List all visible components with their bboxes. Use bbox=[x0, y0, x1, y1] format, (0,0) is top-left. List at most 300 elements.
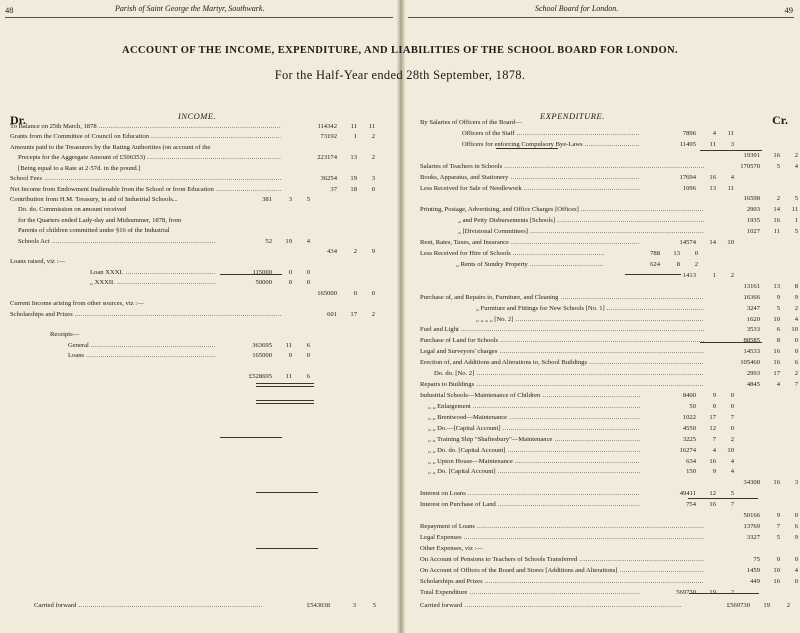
income-row-label: Receipts— bbox=[50, 331, 80, 339]
expenditure-amount-shillings: 9 bbox=[712, 468, 716, 476]
expenditure-amount-shillings: 9 bbox=[712, 392, 716, 399]
income-row-label: Precepts for the Aggregate Amount of £506353) ..... bbox=[18, 153, 281, 163]
income-amount-pence: 4 bbox=[306, 237, 310, 245]
expenditure-amount-pounds: 3533 bbox=[746, 326, 760, 334]
sum-rule bbox=[220, 437, 282, 438]
income-carried-forward bbox=[34, 601, 384, 611]
expenditure-amount-pounds: 170570 bbox=[740, 162, 760, 170]
left-page-number: 48 bbox=[5, 5, 14, 15]
expenditure-amount-pence: 2 bbox=[794, 151, 798, 159]
expenditure-amount-pounds: 2903 bbox=[746, 206, 760, 214]
expenditure-amount-shillings: 17 bbox=[709, 413, 716, 421]
expenditure-amount-shillings: 7 bbox=[776, 523, 780, 531]
expenditure-row bbox=[420, 325, 796, 335]
expenditure-row bbox=[420, 282, 796, 292]
expenditure-row bbox=[420, 118, 796, 128]
income-row-label: General ..... bbox=[68, 341, 216, 351]
expenditure-amount-shillings: 4 bbox=[712, 129, 716, 137]
income-amount-pounds: 363695 bbox=[252, 341, 272, 349]
expenditure-row bbox=[420, 205, 796, 215]
income-amount-pence: 6 bbox=[306, 373, 310, 381]
expenditure-row-label: „ Rents of Sundry Property ..... bbox=[456, 260, 604, 270]
expenditure-row bbox=[420, 315, 796, 325]
expenditure-row-label: Salaries of Teachers in Schools ..... bbox=[420, 162, 704, 172]
income-amount-shillings: 17 bbox=[350, 310, 357, 318]
expenditure-row bbox=[420, 347, 796, 357]
expenditure-amount-pence: 7 bbox=[794, 381, 798, 389]
expenditure-amount-shillings: 9 bbox=[776, 293, 780, 301]
income-row bbox=[10, 205, 390, 215]
sum-rule bbox=[256, 383, 314, 384]
expenditure-amount-shillings: 0 bbox=[776, 555, 780, 563]
expenditure-amount-shillings: 10 bbox=[773, 315, 780, 323]
expenditure-row bbox=[420, 369, 796, 379]
income-carried-shillings: 3 bbox=[352, 602, 356, 609]
income-row-label: Parents of children committed under §16 of the Industrial bbox=[18, 227, 170, 235]
expenditure-amount-shillings: 16 bbox=[773, 348, 780, 356]
expenditure-amount-pounds: 14533 bbox=[743, 348, 760, 356]
expenditure-amount-pounds: 3247 bbox=[746, 304, 760, 312]
income-row bbox=[10, 310, 390, 320]
expenditure-amount-pounds: 88585 bbox=[743, 337, 760, 345]
expenditure-amount-pounds: 17694 bbox=[679, 173, 696, 181]
sum-rule bbox=[256, 403, 314, 404]
income-row-label: Loans ..... bbox=[68, 351, 216, 361]
income-row bbox=[10, 216, 390, 226]
income-heading: INCOME. bbox=[178, 111, 217, 121]
sum-rule bbox=[700, 150, 762, 151]
expenditure-amount-shillings: 8 bbox=[676, 260, 680, 268]
expenditure-amount-pence: 0 bbox=[794, 512, 798, 520]
expenditure-row-label: On Account of Offices of the Board and Stores [Additions and Alterations] ..... bbox=[420, 566, 704, 576]
income-row-label: To Balance on 25th March, 1878 ..... bbox=[10, 122, 281, 132]
sum-rule bbox=[689, 593, 759, 594]
income-amount-pounds: 37 bbox=[330, 185, 337, 193]
income-row bbox=[10, 237, 390, 247]
income-row bbox=[10, 174, 390, 184]
expenditure-row-label: Officers for enforcing Compulsory Bye-Laws ..... bbox=[462, 140, 640, 150]
expenditure-amount-pence: 5 bbox=[730, 490, 734, 498]
expenditure-row-label: Legal Expenses ..... bbox=[420, 533, 704, 543]
expenditure-amount-pounds: 624 bbox=[650, 260, 660, 268]
expenditure-amount-pounds: 634 bbox=[686, 457, 696, 465]
income-row-label: Amounts paid to the Treasurers by the Rating Authorities (on account of the bbox=[10, 143, 211, 151]
sum-rule bbox=[256, 548, 318, 549]
expenditure-row-label: Repairs to Buildings ..... bbox=[420, 380, 704, 390]
expenditure-row bbox=[420, 577, 796, 587]
income-row bbox=[10, 372, 390, 382]
expenditure-amount-pounds: 1459 bbox=[746, 566, 760, 574]
expenditure-row-label: Repayment of Loans ..... bbox=[420, 522, 704, 532]
income-carried-pence: 5 bbox=[372, 602, 376, 609]
expenditure-amount-pence: 2 bbox=[794, 304, 798, 312]
expenditure-row bbox=[420, 500, 796, 510]
expenditure-row bbox=[420, 260, 796, 270]
expenditure-amount-pounds: 1935 bbox=[746, 217, 760, 225]
expenditure-amount-pence: 10 bbox=[727, 239, 734, 247]
expenditure-amount-pounds: 4550 bbox=[682, 424, 696, 432]
income-amount-shillings: 0 bbox=[353, 289, 357, 297]
income-amount-pounds: 115000 bbox=[252, 268, 272, 276]
expenditure-amount-shillings: 5 bbox=[776, 304, 780, 312]
expenditure-amount-shillings: 16 bbox=[709, 501, 716, 509]
income-row-label: Do. do. Commission on amount received bbox=[18, 206, 127, 214]
expenditure-amount-pence: 7 bbox=[730, 501, 734, 509]
expenditure-row-label: Interest on Purchase of Land ..... bbox=[420, 500, 640, 510]
income-row bbox=[10, 132, 390, 142]
expenditure-row-label: Total Expenditure ..... bbox=[420, 588, 640, 598]
expenditure-amount-pounds: 50 bbox=[689, 402, 696, 410]
income-amount-pence: 9 bbox=[371, 248, 375, 256]
right-page-number: 49 bbox=[784, 5, 793, 15]
income-amount-pounds: 381 bbox=[262, 195, 272, 203]
expenditure-row bbox=[420, 162, 796, 172]
right-running-head: School Board for London. bbox=[535, 4, 619, 13]
expenditure-row-label: Less Received for Sale of Needlework ..... bbox=[420, 184, 640, 194]
income-amount-pounds: 114342 bbox=[317, 123, 337, 130]
expenditure-amount-pounds: 13161 bbox=[743, 282, 760, 290]
credit-label: Cr. bbox=[772, 113, 788, 127]
sum-rule bbox=[496, 148, 558, 149]
expenditure-amount-pounds: 34308 bbox=[743, 479, 760, 487]
income-row bbox=[10, 268, 390, 278]
income-row bbox=[10, 257, 390, 267]
expenditure-heading: EXPENDITURE. bbox=[540, 111, 605, 121]
expenditure-carried-pence: 2 bbox=[786, 602, 790, 609]
income-row-label: Loans raised, viz :— bbox=[10, 258, 65, 266]
expenditure-row bbox=[420, 544, 796, 554]
expenditure-amount-shillings: 16 bbox=[773, 151, 780, 159]
expenditure-row bbox=[420, 129, 796, 139]
income-amount-pence: 0 bbox=[371, 185, 375, 193]
expenditure-row-label: „ „ Do. [Capital Account] ..... bbox=[428, 467, 640, 477]
expenditure-amount-shillings: 16 bbox=[709, 457, 716, 465]
expenditure-amount-pounds: 754 bbox=[686, 501, 696, 509]
expenditure-amount-shillings: 7 bbox=[712, 435, 716, 443]
expenditure-amount-pounds: 1027 bbox=[746, 228, 760, 236]
expenditure-row-label: Books, Apparatus, and Stationery ..... bbox=[420, 173, 640, 183]
expenditure-amount-pounds: 50166 bbox=[743, 512, 760, 520]
expenditure-row bbox=[420, 457, 796, 467]
expenditure-amount-pence: 2 bbox=[694, 260, 698, 268]
expenditure-amount-pence: 4 bbox=[794, 315, 798, 323]
income-row-label: Schools Act ..... bbox=[18, 237, 216, 247]
expenditure-carried-pounds: £569730 bbox=[726, 602, 750, 609]
income-row bbox=[10, 122, 390, 132]
income-amount-pence: 0 bbox=[371, 289, 375, 297]
income-amount-pounds: 223174 bbox=[317, 154, 337, 162]
expenditure-row-label: Industrial Schools—Maintenance of Children ..... bbox=[420, 391, 640, 401]
sum-rule bbox=[220, 274, 282, 275]
expenditure-amount-pence: 10 bbox=[791, 326, 798, 334]
expenditure-amount-pounds: 3225 bbox=[682, 435, 696, 443]
income-amount-shillings: 3 bbox=[288, 195, 292, 203]
income-row-label: Contribution from H.M. Treasury, in aid of Industrial Schools... bbox=[10, 195, 178, 203]
page-gutter bbox=[397, 0, 405, 633]
expenditure-row-label: By Salaries of Officers of the Board— bbox=[420, 119, 522, 126]
expenditure-amount-shillings: 19 bbox=[709, 588, 716, 596]
income-row-label: Grants from the Committee of Council on Education ..... bbox=[10, 132, 281, 142]
expenditure-amount-pence: 4 bbox=[730, 173, 734, 181]
expenditure-amount-pence: 2 bbox=[730, 271, 734, 279]
income-amount-pence: 6 bbox=[306, 341, 310, 349]
income-amount-shillings: 1 bbox=[353, 133, 357, 141]
expenditure-row-label: Officers of the Staff ..... bbox=[462, 129, 640, 139]
debit-label: Dr. bbox=[10, 113, 26, 127]
expenditure-amount-pounds: 16598 bbox=[743, 195, 760, 203]
expenditure-row bbox=[420, 151, 796, 161]
expenditure-amount-shillings: 13 bbox=[773, 282, 780, 290]
sum-rule bbox=[256, 386, 314, 387]
expenditure-row bbox=[420, 391, 796, 401]
expenditure-amount-pounds: 14574 bbox=[679, 239, 696, 247]
expenditure-amount-pounds: 11495 bbox=[679, 140, 696, 148]
expenditure-amount-pence: 3 bbox=[794, 479, 798, 487]
expenditure-amount-pence: 2 bbox=[794, 370, 798, 378]
expenditure-row bbox=[420, 293, 796, 303]
expenditure-amount-shillings: 17 bbox=[773, 370, 780, 378]
expenditure-amount-pence: 2 bbox=[730, 435, 734, 443]
expenditure-amount-shillings: 13 bbox=[709, 184, 716, 192]
expenditure-row-label: Purchase of Land for Schools ..... bbox=[420, 336, 704, 346]
income-amount-pounds: 73192 bbox=[320, 133, 337, 141]
expenditure-row bbox=[420, 238, 796, 248]
expenditure-row-label: „ [Divisional Committees] ..... bbox=[458, 227, 704, 237]
expenditure-amount-shillings: 13 bbox=[673, 250, 680, 258]
income-amount-pence: 5 bbox=[306, 195, 310, 203]
expenditure-amount-pence: 0 bbox=[730, 392, 734, 399]
expenditure-row-label: Do. do. [No. 2] ..... bbox=[434, 369, 704, 379]
expenditure-row bbox=[420, 271, 796, 281]
expenditure-row bbox=[420, 511, 796, 521]
expenditure-row bbox=[420, 555, 796, 565]
expenditure-row-label: Rent, Rates, Taxes, and Insurance ..... bbox=[420, 238, 640, 248]
expenditure-amount-pence: 0 bbox=[694, 250, 698, 258]
expenditure-row bbox=[420, 216, 796, 226]
income-row-label: Current Income arising from other sources, viz :— bbox=[10, 300, 144, 308]
expenditure-row-label: „ and Petty Disbursements [Schools] ..... bbox=[458, 216, 704, 226]
expenditure-row-label: On Account of Pensions to Teachers of Schools Transferred ..... bbox=[420, 555, 704, 565]
expenditure-amount-shillings: 16 bbox=[773, 217, 780, 225]
expenditure-row bbox=[420, 140, 796, 150]
sum-rule bbox=[256, 492, 318, 493]
expenditure-row-label: „ „ Do. do. [Capital Account] ..... bbox=[428, 446, 640, 456]
expenditure-row bbox=[420, 467, 796, 477]
income-amount-shillings: 0 bbox=[288, 279, 292, 287]
expenditure-amount-pence: 0 bbox=[794, 337, 798, 345]
income-row bbox=[10, 299, 390, 309]
income-amount-shillings: 11 bbox=[285, 341, 292, 349]
expenditure-row bbox=[420, 227, 796, 237]
expenditure-row-label: „ „ Enlargement ..... bbox=[428, 402, 640, 412]
expenditure-amount-shillings: 16 bbox=[773, 359, 780, 367]
expenditure-amount-shillings: 10 bbox=[773, 566, 780, 574]
expenditure-row-label: „ „ Brentwood—Maintenance ..... bbox=[428, 413, 640, 423]
income-amount-shillings: 0 bbox=[288, 268, 292, 276]
expenditure-amount-pounds: 105460 bbox=[740, 359, 760, 367]
income-amount-pence: 0 bbox=[306, 268, 310, 276]
expenditure-amount-pence: 1 bbox=[794, 217, 798, 225]
expenditure-amount-pence: 0 bbox=[730, 402, 734, 410]
expenditure-amount-pounds: 7896 bbox=[682, 129, 696, 137]
income-amount-shillings: 11 bbox=[350, 123, 357, 130]
right-head-rule bbox=[408, 17, 794, 18]
income-amount-shillings: 11 bbox=[285, 373, 292, 381]
expenditure-row bbox=[420, 413, 796, 423]
income-amount-pounds: 165000 bbox=[317, 289, 337, 297]
expenditure-row bbox=[420, 435, 796, 445]
expenditure-amount-shillings: 16 bbox=[773, 479, 780, 487]
income-carried-label: Carried forward ..... bbox=[34, 601, 262, 611]
expenditure-amount-shillings: 9 bbox=[776, 512, 780, 520]
expenditure-amount-shillings: 4 bbox=[712, 446, 716, 454]
expenditure-amount-shillings: 5 bbox=[776, 533, 780, 541]
income-amount-pence: 3 bbox=[371, 175, 375, 183]
income-amount-pence: 2 bbox=[371, 133, 375, 141]
income-row bbox=[10, 164, 390, 174]
sum-rule bbox=[256, 400, 314, 401]
income-amount-shillings: 13 bbox=[350, 154, 357, 162]
income-row bbox=[10, 320, 390, 330]
expenditure-carried-forward bbox=[420, 601, 796, 611]
expenditure-amount-pounds: 1620 bbox=[746, 315, 760, 323]
income-row-label: [Being equal to a Rate at 2·57d. in the pound.] bbox=[18, 164, 141, 172]
sum-rule bbox=[625, 274, 681, 275]
expenditure-amount-pounds: 4845 bbox=[746, 381, 760, 389]
income-row bbox=[10, 330, 390, 340]
income-row-label: School Fees ..... bbox=[10, 174, 281, 184]
expenditure-amount-pence: 0 bbox=[794, 577, 798, 585]
expenditure-amount-pence: 4 bbox=[794, 162, 798, 170]
expenditure-amount-shillings: 6 bbox=[776, 326, 780, 334]
expenditure-row bbox=[420, 522, 796, 532]
expenditure-row-label: Legal and Surveyors' charges ..... bbox=[420, 347, 704, 357]
expenditure-amount-pounds: 569730 bbox=[676, 588, 696, 596]
left-running-head: Parish of Saint George the Martyr, Southwark. bbox=[115, 4, 265, 13]
income-row bbox=[10, 143, 390, 153]
expenditure-amount-pence: 8 bbox=[794, 282, 798, 290]
expenditure-amount-pence: 4 bbox=[794, 566, 798, 574]
expenditure-row-label: „ „ „ „ [No. 2] ..... bbox=[476, 315, 704, 325]
expenditure-amount-pounds: 16274 bbox=[679, 446, 696, 454]
expenditure-amount-pounds: 150 bbox=[686, 468, 696, 476]
expenditure-amount-shillings: 2 bbox=[776, 195, 780, 203]
expenditure-amount-shillings: 5 bbox=[776, 162, 780, 170]
income-amount-pounds: £528695 bbox=[248, 373, 272, 381]
expenditure-amount-pence: 0 bbox=[794, 348, 798, 356]
income-amount-pounds: 36254 bbox=[320, 175, 337, 183]
income-amount-pence: 0 bbox=[306, 352, 310, 360]
income-row bbox=[10, 153, 390, 163]
expenditure-carried-shillings: 19 bbox=[763, 602, 770, 609]
expenditure-amount-shillings: 0 bbox=[712, 402, 716, 410]
income-amount-shillings: 19 bbox=[350, 175, 357, 183]
expenditure-amount-pence: 11 bbox=[727, 129, 734, 137]
expenditure-amount-pounds: 788 bbox=[650, 250, 660, 258]
expenditure-row-label: Interest on Loans ..... bbox=[420, 489, 640, 499]
income-amount-pence: 2 bbox=[371, 154, 375, 162]
expenditure-amount-pence: 7 bbox=[730, 413, 734, 421]
expenditure-amount-pence: 6 bbox=[794, 359, 798, 367]
expenditure-row bbox=[420, 446, 796, 456]
expenditure-amount-pounds: 13769 bbox=[743, 523, 760, 531]
expenditure-amount-pounds: 1022 bbox=[682, 413, 696, 421]
expenditure-amount-shillings: 4 bbox=[776, 381, 780, 389]
income-carried-pounds: £543038 bbox=[306, 602, 330, 609]
expenditure-row bbox=[420, 173, 796, 183]
expenditure-amount-pounds: 1413 bbox=[682, 271, 696, 279]
expenditure-amount-shillings: 16 bbox=[709, 173, 716, 181]
expenditure-row bbox=[420, 194, 796, 204]
expenditure-amount-shillings: 12 bbox=[709, 490, 716, 498]
expenditure-row-label: Fuel and Light ..... bbox=[420, 325, 704, 335]
expenditure-amount-pounds: 8400 bbox=[682, 392, 696, 399]
expenditure-amount-pounds: 3327 bbox=[746, 533, 760, 541]
expenditure-row bbox=[420, 478, 796, 488]
income-amount-pounds: 50000 bbox=[255, 279, 272, 287]
expenditure-row bbox=[420, 402, 796, 412]
expenditure-amount-shillings: 14 bbox=[709, 239, 716, 247]
income-row bbox=[10, 185, 390, 195]
income-row-label: Loan XXXI. ..... bbox=[90, 268, 216, 278]
expenditure-row-label: Scholarships and Prizes ..... bbox=[420, 577, 704, 587]
expenditure-row-label: „ Furniture and Fittings for New Schools [No. 1] ..... bbox=[476, 304, 704, 314]
expenditure-amount-pence: 0 bbox=[730, 424, 734, 432]
expenditure-row-label: Purchase of, and Repairs to, Furniture, and Cleaning ..... bbox=[420, 293, 704, 303]
income-amount-shillings: 19 bbox=[285, 237, 292, 245]
expenditure-amount-pence: 5 bbox=[794, 195, 798, 203]
expenditure-row bbox=[420, 424, 796, 434]
left-head-rule bbox=[5, 17, 393, 18]
income-amount-pence: 2 bbox=[371, 310, 375, 318]
expenditure-amount-pence: 5 bbox=[794, 228, 798, 236]
income-amount-pounds: 434 bbox=[327, 248, 337, 256]
expenditure-amount-pence: 3 bbox=[730, 140, 734, 148]
expenditure-amount-pence: 9 bbox=[794, 533, 798, 541]
expenditure-row bbox=[420, 184, 796, 194]
expenditure-amount-pence: 10 bbox=[727, 446, 734, 454]
account-subtitle: For the Half-Year ended 28th September, 1878. bbox=[274, 68, 526, 82]
income-row bbox=[10, 289, 390, 299]
account-title: ACCOUNT OF THE INCOME, EXPENDITURE, AND LIABILITIES OF THE SCHOOL BOARD FOR LONDON. bbox=[121, 45, 679, 56]
expenditure-row-label: „ „ Upton House—Maintenance ..... bbox=[428, 457, 640, 467]
expenditure-amount-pence: 11 bbox=[727, 184, 734, 192]
income-row-label: Net Income from Endowment Inalienable from the School or from Education ..... bbox=[10, 185, 281, 195]
income-row-label: „ XXXII. ..... bbox=[90, 278, 216, 288]
income-amount-pence: 0 bbox=[306, 279, 310, 287]
expenditure-row-label: Printing, Postage, Advertising, and Office Charges [Offices] ..... bbox=[420, 205, 704, 215]
expenditure-row bbox=[420, 533, 796, 543]
expenditure-amount-pence: 2 bbox=[730, 588, 734, 596]
expenditure-amount-pounds: 1096 bbox=[682, 184, 696, 192]
income-amount-pounds: 52 bbox=[265, 237, 272, 245]
sum-rule bbox=[700, 342, 762, 343]
income-amount-shillings: 18 bbox=[350, 185, 357, 193]
expenditure-amount-shillings: 1 bbox=[712, 271, 716, 279]
expenditure-row-label: Less Received for Hire of Schools ..... bbox=[420, 249, 604, 259]
expenditure-amount-pounds: 75 bbox=[753, 555, 760, 563]
expenditure-amount-pence: 6 bbox=[794, 523, 798, 531]
expenditure-row bbox=[420, 566, 796, 576]
expenditure-row bbox=[420, 358, 796, 368]
expenditure-amount-pounds: 49411 bbox=[679, 490, 696, 498]
expenditure-carried-label: Carried forward ..... bbox=[420, 601, 682, 611]
expenditure-row-label: „ „ Training Ship "Shaftesbury"—Maintenance ..... bbox=[428, 435, 640, 445]
income-row bbox=[10, 362, 390, 372]
expenditure-amount-pounds: 449 bbox=[750, 577, 760, 585]
income-row-label: Scholarships and Prizes ..... bbox=[10, 310, 281, 320]
expenditure-amount-pence: 4 bbox=[730, 468, 734, 476]
